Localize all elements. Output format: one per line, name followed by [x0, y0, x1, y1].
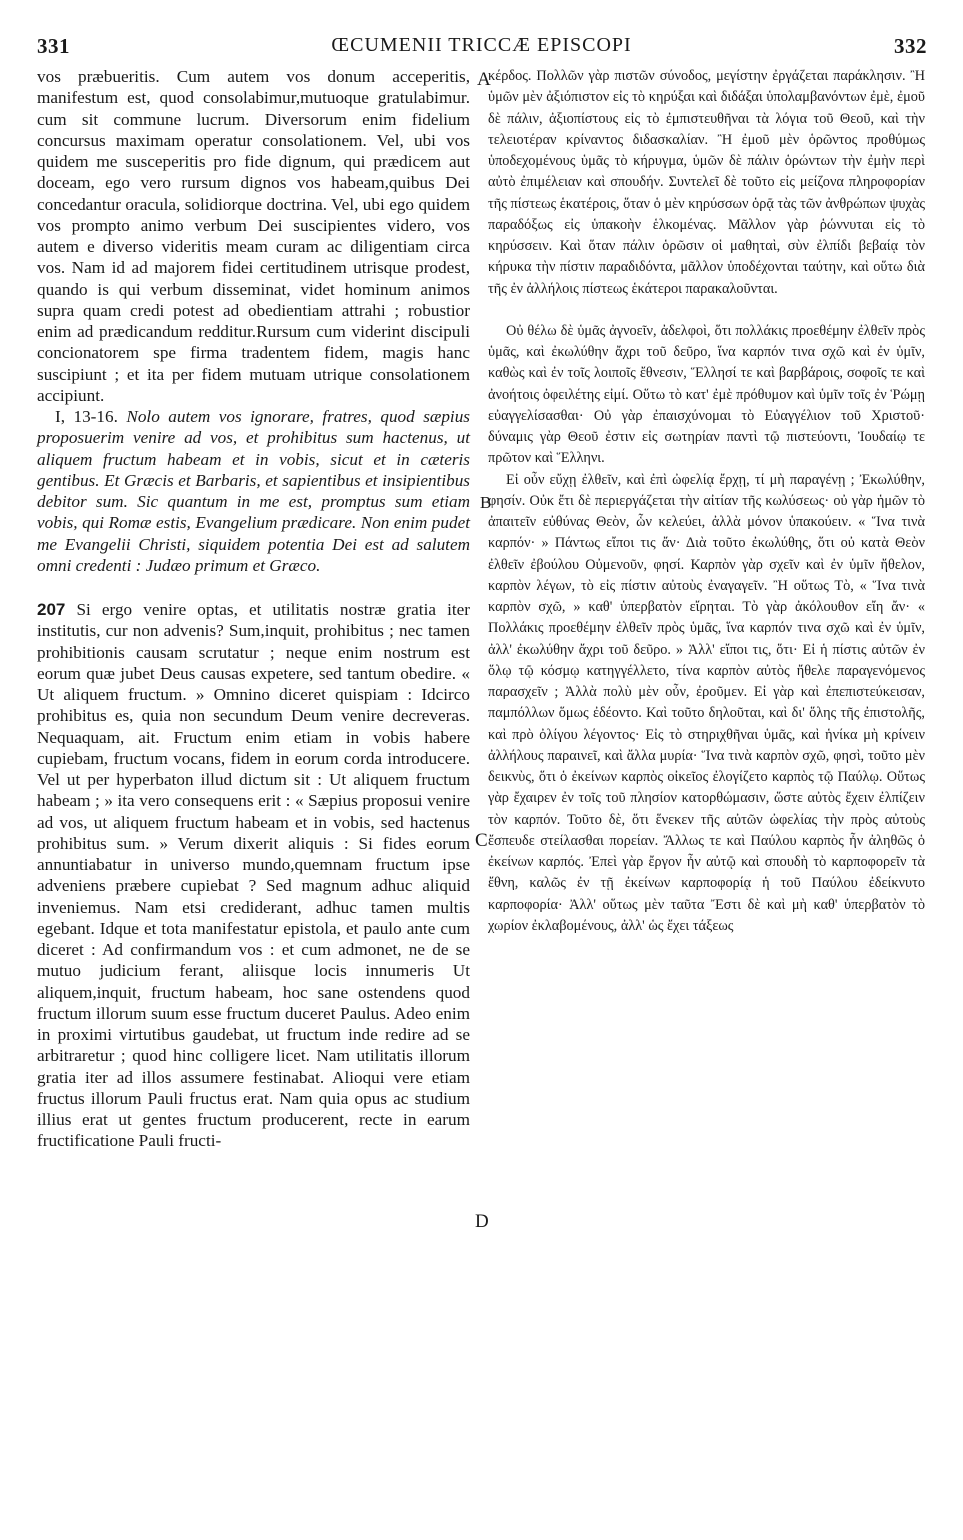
margin-marker-b: B — [480, 493, 492, 512]
greek-paragraph-3: Εἰ οὖν εὔχῃ ἐλθεῖν, καὶ ἐπὶ ὠφελίᾳ ἔρχῃ, τί μὴ παραγένῃ ; Ἐκωλύθην, φησίν. Οὐκ ἔτι δὲ περιεργάζεται τὴν αἰτίαν τῆς κωλύσεως· οὐ γὰρ ἡμῶν τὸ ἀπαιτεῖν εὐθύνας Θεὸν, ὧν κελεύει, ἀλλὰ μόνον ὑπακούειν. « Ἵνα τινὰ καρπόν· » Πάντως εἴποι τις ἄν· Διὰ τοῦτο ἐκωλύθης, ὅτι οὐ κατὰ Θεὸν ἐλθεῖν ἐβούλου Οὐμενοῦν, φησί. Καρπὸν γὰρ σχεῖν καὶ ἐν ὑμῖν ἤθελον, καρπὸν λέγων, τὸ εἰς πίστιν αὐτοὺς ἐναγαγεῖν. Ἢ οὕτως Τὸ, « Ἵνα τινὰ καρπὸν σχῶ, » καθ' ὑπερβατὸν εἴρηται. Τὸ γὰρ ἀκόλουθον εἴη ἄν· « Πολλάκις προεθέμην ἐλθεῖν πρὸς ὑμᾶς, ἵνα καρπόν τινα σχῶ καὶ ἐν ὑμῖν, ἀλλ' ἐκωλύθην ἄχρι τοῦ δεῦρο. » Ἀλλ' εἴποι τις, ὅτι· Εἰ ἡ πίστις αὐτῶν ἐν ὅλῳ τῷ κόσμῳ κατηγγέλλετο, τίνα καρπὸν αὐτὸς ἤθελε παραγενόμενος παρασχεῖν ; Ἀλλὰ πολὺ μὲν οὖν, ἐροῦμεν. Εἰ γὰρ καὶ ἐπεπιστεύκεισαν, παμπόλλων ὅμως ἐδέοντο. Καὶ τοῦτο δηλοῦται, καὶ δι' ὅλης τῆς ἐπιστολῆς, καὶ πρὸ ὀλίγου λέγοντος· Εἰς τὸ στηριχθῆναι ὑμᾶς, καὶ ἡνίκα μὴ κρίνειν ἀλλήλους παραινεῖ, καὶ ἄλλα μυρία· Ἵνα τινὰ καρπὸν σχῶ, φησὶ, τοῦτο μὲν δεικνὺς, ὅτι ὁ ἐκείνων καρπὸς οἰκεῖος ἐλογίζετο καρπὸς τῷ Παύλῳ. Οὕτως γὰρ ἔχαιρεν ἐν τοῖς τοῦ πλησίον κατορθώμασιν, ὥστε αὐτὸς ἔχειν ἐλπίζειν τὸν καρπόν. Τοῦτο δὲ, ὅτι ἕνεκεν τῆς αὐτῶν ὠφελίας τὴν πρὸς αὐτοὺς ἔσπευδε στείλασθαι πορείαν. Ἄλλως τε καὶ Παύλου καρπὸς ἦν ἀληθῶς ὁ ἐκείνων καρπός. Ἐπεὶ γὰρ ἔργον ἦν αὐτῷ καὶ σπουδὴ τὸ καρποφορεῖν τὰ ἔθνη, καλῶς ἐν τῇ ἐκείνων καρποφορίᾳ ἡ τοῦ Παύλου ἐδείκνυτο καρποφορία· Ἀλλ' οὕτως μὲν ταῦτα Ἔστι δὲ καὶ μὴ καθ' ὑπερβατὸν τὸ χωρίον ἐκλαβομένους, ἀλλ' ὡς ἔχει τάξεως — [488, 471, 925, 934]
verse-reference: I, 13-16. — [55, 407, 118, 426]
section-number: 207 — [37, 600, 66, 619]
right-page-number: 332 — [894, 34, 927, 58]
running-title: ŒCUMENII TRICCÆ EPISCOPI — [331, 34, 632, 56]
margin-marker-d: D — [475, 1211, 489, 1232]
running-header — [0, 34, 963, 64]
latin-paragraph-1: vos præbueritis. Cum autem vos donum acceperitis, manifestum est, quod consolabimur,mutuoque gratulabimur. cum sit commune lucrum. Diversorum enim fidelium concursus maximam operatur consolationem. Vel, ubi vos quidem me susceperitis pro fide dignum, qui prædicem aut doceam, ego vero rursum dignos vos habeam,quibus Dei concedantur oracula, solidiorque doctrina. Vel, ubi ego quidem vos prompto animo verbum Dei suscipientes videro, vos autem e diverso videritis meam curam ac diligentiam circa vos. Nam id ad majorem fidei certitudinem utrisque prodest, quando is qui verbum disseminat, videt hominum animos supra quam credi potest ad obedientiam attrahi ; robustior enim ad prædicandum redditur.Rursum cum viderint discipuli concionatorem spe firma tradentem fidem, magis hanc suscipiunt ; et ita per fidem mutuam utrique consolationem accipiunt. — [37, 67, 470, 405]
latin-paragraph-3 — [37, 599, 470, 1152]
paragraph-spacer — [37, 576, 470, 599]
greek-column — [488, 66, 925, 937]
greek-paragraph-2: Οὐ θέλω δὲ ὑμᾶς ἀγνοεῖν, ἀδελφοὶ, ὅτι πολλάκις προεθέμην ἐλθεῖν πρὸς ὑμᾶς, καὶ ἐκωλύθην ἄχρι τοῦ δεῦρο, ἵνα καρπόν τινα σχῶ καὶ ἐν ὑμῖν, καθὼς καὶ ἐν τοῖς λοιποῖς ἔθνεσιν, Ἕλλησί τε καὶ βαρβάροις, σοφοῖς τε καὶ ἀνοήτοις ὀφειλέτης εἰμί. Οὕτω τὸ κατ' ἐμὲ πρόθυμον καὶ ὑμῖν τοῖς ἐν Ῥώμῃ εὐαγγελίσασθαι· Οὐ γὰρ ἐπαισχύνομαι τὸ Εὐαγγέλιον τοῦ Χριστοῦ· δύναμις γὰρ Θεοῦ ἐστιν εἰς σωτηρίαν παντὶ τῷ πιστεύοντι, Ἰουδαίῳ τε πρῶτον καὶ Ἕλληνι. — [488, 322, 925, 467]
latin-paragraph-2 — [37, 406, 470, 576]
margin-marker-a: A — [477, 69, 491, 90]
left-page-number: 331 — [37, 34, 70, 58]
greek-paragraph-1: κέρδος. Πολλῶν γὰρ πιστῶν σύνοδος, μεγίστην ἐργάζεται παράκλησιν. Ἢ ὑμῶν μὲν ἀξιόπιστον εἰς τὸ κηρύξαι καὶ διδάξαι ὑπολαμβανόντων ἐμὲ, ἐμοῦ δὲ πάλιν, ἀξιοπίστους εἰς τὸ ἐμπιστευθῆναι τὰ λόγια τοῦ Θεοῦ, καὶ τὴν τελειοτέραν κρίναντος διδασκαλίαν. Ἢ ἐμοῦ μὲν ὁρῶντος προθύμως ὑποδεχομένους ὑμᾶς τὸ κήρυγμα, ὑμῶν δὲ πάλιν ὁρώντων τὴν ἐμὴν περὶ αὐτὸ ἐπιμέλειαν καὶ σπουδήν. Συντελεῖ δὲ τοῦτο εἰς μείζονα πληροφορίαν τῆς πίστεως ἑκατέροις, ὅταν ὁ μὲν κηρύσσων ὁρᾷ τὰς τῶν ἀνθρώπων ψυχὰς παραδόξως εἰς ὑπακοὴν ἑλκομένας. Μᾶλλον γὰρ ῥώννυται εἰς τὸ κηρύσσειν. Καὶ ὅταν πάλιν ὁρῶσιν οἱ μαθηταὶ, σὺν ἐλπίδι βεβαίᾳ τὸν κήρυκα τὴν πίστιν παραδιδόντα, μᾶλλον ὑποδέχονται ταύτην, καὶ οὕτω διὰ τῆς ἐν ἀλλήλοις πίστεως ἑκάτεροι παρακαλοῦνται. — [488, 68, 925, 297]
commentary-text: Si ergo venire optas, et utilitatis nostræ gratia iter institutis, cur non advenis? Sum,inquit, prohibitus ; nec tamen prohibitionis causam scrutatur ; neque enim nostrum est eorum quæ jubet Deus causas expetere, sed tantum obedire. « Ut aliquem fructum. » Omnino diceret quispiam : Idcirco prohibitus es, quia non secundum Deum venire decreveras. Nequaquam, ait. Fructum enim etiam in vobis habere cupiebam, fructum vocans, fidem in eorum corda introducere. Vel ut per hyperbaton illud dictum sit : Ut aliquem fructum habeam ; » ita vero consequens erit : « Sæpius proposui venire ad vos, ut aliquem fructum habeam et in vobis, sed hactenus prohibitus sum. » Verum dixerit aliquis : Si fides eorum annuntiabatur in universo mundo,quemnam fructum ipse adveniens præbere cupiebat ? Sed magnum adhuc aliquid inveniemus. Nam etsi crediderant, adhuc tamen multis egebant. Idque et tota manifestatur epistola, et paulo ante cum diceret : Ad confirmandum vos : et cum admonet, ne de se mutuo judicium ferant, aliisque locis innumeris Ut aliquem,inquit, fructum habeam, hoc sane ostendens quod fructum illorum suum esse fructum duceret Paulus. Adeo enim in proximi virtutibus gaudebat, ut fructum inde redire ad se arbitraretur ; quod hinc colligere licet. Nam utilitatis illorum gratia iter ad illos assumere festinabat. Alioqui vere etiam fructus illorum Pauli fructus erat. Nam quia opus ac studium illius erat ut gentes fructum producerent, recte in earum fructificatione Pauli fructi- — [37, 600, 470, 1151]
latin-column — [37, 66, 470, 1152]
paragraph-spacer — [488, 300, 925, 321]
scripture-quotation: Nolo autem vos ignorare, fratres, quod sæpius proposuerim venire ad vos, et prohibitus sum hactenus, ut aliquem fructum habeam et in vobis, sicut et in cæteris gentibus. Et Græcis et Barbaris, et sapientibus et insipientibus debitor sum. Sic quantum in me est, promptus sum etiam vobis, qui Romæ estis, Evangelium prædicare. Non enim pudet me Evangelii Christi, siquidem potentia Dei est ad salutem omni credenti : Judæo primum et Græco. — [37, 407, 470, 575]
margin-marker-c: C — [475, 830, 488, 851]
